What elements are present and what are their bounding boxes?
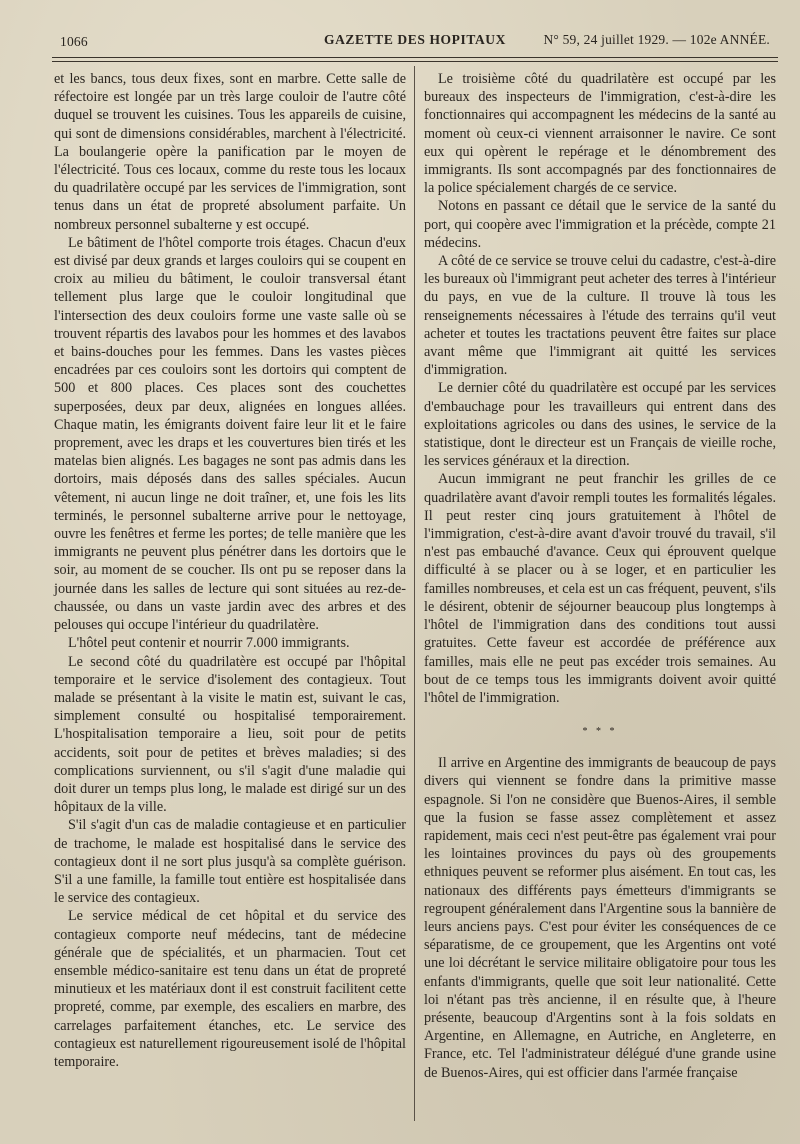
page-header xyxy=(50,30,780,54)
paragraph: Le troisième côté du quadrilatère est occupé par les bureaux des inspecteurs de l'immigration, c'est-à-dire les fonctionnaires qui accompagnent les médecins de la santé au moment où ceux-ci viennent arraisonner le navire. Ce sont eux qui opèrent le repérage et le dénombrement des immigrants. Ils sont accompagnés par des fonctionnaires de la police spécialement chargés de ce service. xyxy=(424,71,776,197)
paragraph: Il arrive en Argentine des immigrants de beaucoup de pays divers qui viennent se fondre dans la primitive masse espagnole. Si l'on ne considère que Buenos-Aires, il semble que la fusion se fasse assez complètement et assez rapidement, mais ceci n'est peut-être pas également vrai pour les lointaines provinces du pays où des groupements ethniques peuvent se reformer plus aisément. En tout cas, les nationaux des différents pays émetteurs d'immigrants se regroupent généralement dans l'Argentine sous la bannière de leurs anciens pays. C'est pour éviter les conséquences de ce séparatisme, de ce groupement, que les Argentins ont voté une loi décrétant le service militaire obligatoire pour tous les enfants d'immigrants, quelle que soit leur nationalité. Cette loi n'étant pas très ancienne, il en résulte que, à l'heure présente, beaucoup d'Argentins sont à la fois soldats en Argentine, en Allemagne, en Autriche, en Angleterre, en France, etc. Tel l'administrateur délégué d'une grande usine de Buenos-Aires, qui est officier dans l'armée française xyxy=(424,755,776,1081)
paragraph: Aucun immigrant ne peut franchir les grilles de ce quadrilatère avant d'avoir rempli toutes les formalités légales. Il peut rester cinq jours gratuitement à l'hôtel de l'immigration, c'est-à-dire avant d'avoir trouvé du travail, s'il n'est pas embauché d'avance. Ceux qui éprouvent quelque difficulté à se placer ou à se loger, et en particulier les familles nombreuses, et cela est un cas fréquent, peuvent, s'ils le désirent, obtenir de séjourner beaucoup plus longtemps à l'hôtel de l'immigration dans des conditions tout aussi gratuites. Cette faveur est accordée de préférence aux familles, mais elle ne peut pas excéder trois semaines. Au bout de ce temps tous les immigrants doivent avoir quitté l'hôtel de l'immigration. xyxy=(424,471,776,706)
header-rule-bottom xyxy=(52,61,778,62)
page-number: 1066 xyxy=(60,34,88,49)
paragraph: L'hôtel peut contenir et nourrir 7.000 immigrants. xyxy=(68,635,350,652)
section-separator: * * * xyxy=(582,726,618,738)
left-column xyxy=(54,70,406,1071)
column-separator xyxy=(414,66,415,1121)
publication-title: GAZETTE DES HOPITAUX xyxy=(323,32,507,47)
issue-info: N° 59, 24 juillet 1929. — 102e ANNÉE. xyxy=(543,32,770,47)
paragraph: Le bâtiment de l'hôtel comporte trois étages. Chacun d'eux est divisé par deux grands et larges couloirs qui se coupent en croix au milieu du bâtiment, le couloir transversal étant tellement plus large que le couloir longitudinal que l'intersection des deux couloirs forme une vaste salle où se trouvent répartis des lavabos pour les hommes et des lavabos et bains-douches pour les femmes. Dans les vastes pièces encadrées par ces couloirs sont les dortoirs qui comptent de 500 et 800 places. Ces places sont des couchettes superposées, deux par deux, alignées en longues allées. Chaque matin, les émigrants doivent faire leur lit et le faire proprement, avec les draps et les couvertures bien tirés et les matelas bien alignés. Les bagages ne sont pas admis dans les dortoirs, mais déposés dans des salles spéciales. Aucun vêtement, ni aucun linge ne doit traîner, et, une fois les lits terminés, le personnel subalterne arrive pour le nettoyage, ouvre les fenêtres et ferme les portes; de telle manière que les immigrants ne peuvent plus pénétrer dans les dortoirs que le soir, au moment de se coucher. Ils ont pu se reposer dans la journée dans les salles de lecture qui sont situées au rez-de-chaussée, ou dans un vaste jardin avec des arbres et des pelouses qui occupe l'intérieur du quadrilatère. xyxy=(54,234,406,634)
paragraph: Notons en passant ce détail que le service de la santé du port, qui coopère avec l'immigration et la précède, compte 21 médecins. xyxy=(424,198,776,251)
right-column xyxy=(424,70,776,1082)
paragraph: Le service médical de cet hôpital et du service des contagieux comporte neuf médecins, tant de médecine générale que de spécialités, et un pharmacien. Tout cet ensemble médico-sanitaire est tenu dans un état de propreté minutieux et les matériaux dont il est construit facilitent cette propreté, comme, par exemple, des escaliers en marbre, des carrelages parfaitement étanches, etc. Le service des contagieux est naturellement rigoureusement isolé de l'hôpital temporaire. xyxy=(54,908,406,1070)
paragraph: Le second côté du quadrilatère est occupé par l'hôpital temporaire et le service d'isolement des contagieux. Tout malade se présentant à la visite le matin est, suivant le cas, simplement consulté ou hospitalisé temporairement. L'hospitalisation temporaire a lieu, soit pour de petits accidents, soit pour de petites et brèves maladies; si des complications surviennent, ou s'il s'agit d'une maladie qui doit durer un temps plus long, le malade est dirigé sur un des hôpitaux de la ville. xyxy=(54,653,406,816)
paragraph: et les bancs, tous deux fixes, sont en marbre. Cette salle de réfectoire est longée par un très large couloir de l'autre côté duquel se trouvent les cuisines. Tous les appareils de cuisine, qui sont de dimensions considérables, marchent à l'électricité. La boulangerie opère la panification par le moyen de l'électricité. Tous ces locaux, comme du reste tous les locaux du quadrilatère occupé par les services de l'immigration, sont tenus dans un état de propreté absolument parfaite. Un nombreux personnel subalterne y est occupé. xyxy=(54,71,406,233)
paragraph: Le dernier côté du quadrilatère est occupé par les services d'embauchage pour les travailleurs qui entrent dans des exploitations agricoles ou dans des usines, le service de la statistique, dont le directeur est un Français de vieille roche, les services généraux et la direction. xyxy=(424,380,776,470)
header-rule-top xyxy=(52,57,778,58)
paragraph: S'il s'agit d'un cas de maladie contagieuse et en particulier de trachome, le malade est hospitalisé dans le service des contagieux dont il ne sort plus jusqu'à sa complète guérison. S'il a une famille, la famille tout entière est hospitalisée dans le service des contagieux. xyxy=(54,817,406,907)
paragraph: A côté de ce service se trouve celui du cadastre, c'est-à-dire les bureaux où l'immigrant peut acheter des terres à l'intérieur du pays, en vue de la culture. Il trouve là tous les renseignements nécessaires à l'étude des terrains qu'il veut acheter et toutes les tractations peuvent être faites sur place avant même que l'immigrant ait quitté les services d'immigration. xyxy=(424,253,776,379)
